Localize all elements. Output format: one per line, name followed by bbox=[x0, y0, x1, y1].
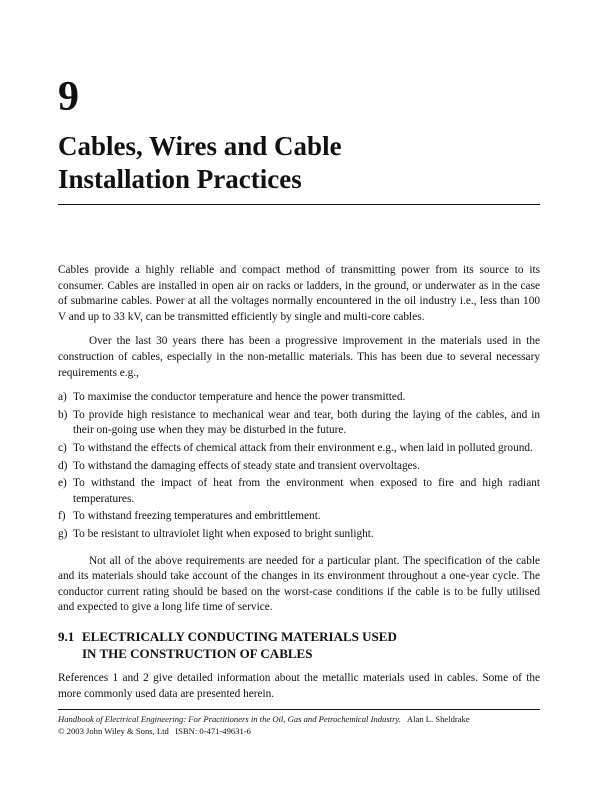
list-item bbox=[58, 527, 540, 543]
title-divider bbox=[58, 204, 540, 205]
section-title-line-1: ELECTRICALLY CONDUCTING MATERIALS USED bbox=[82, 629, 397, 644]
page-footer bbox=[58, 713, 540, 737]
list-item bbox=[58, 509, 540, 525]
footer-copyright: © 2003 John Wiley & Sons, Ltd bbox=[58, 726, 169, 736]
list-item-text: To withstand freezing temperatures and embrittlement. bbox=[73, 510, 321, 523]
section-title-line-2: IN THE CONSTRUCTION OF CABLES bbox=[82, 646, 313, 661]
chapter-body bbox=[58, 263, 540, 616]
list-item-text: To withstand the impact of heat from the environment when exposed to fire and high radiant temperatures. bbox=[73, 477, 540, 505]
list-marker: f) bbox=[58, 510, 66, 523]
list-item bbox=[58, 476, 540, 507]
list-marker: a) bbox=[58, 391, 67, 404]
section-body: References 1 and 2 give detailed information about the metallic materials used in cables. Some of the more commonly used data are presented herein. bbox=[58, 672, 540, 700]
materials-paragraph: Over the last 30 years there has been a progressive improvement in the materials used in the construction of cables, especially in the non-metallic materials. This has been due to several necessary requirements e.g., bbox=[58, 335, 540, 379]
chapter-number: 9 bbox=[58, 74, 79, 120]
requirements-list bbox=[58, 390, 540, 542]
footer-book-title: Handbook of Electrical Engineering: For Practitioners in the Oil, Gas and Petrochemical Industry. bbox=[58, 714, 401, 724]
list-item-text: To withstand the effects of chemical attack from their environment e.g., when laid in polluted ground. bbox=[73, 441, 533, 454]
list-marker: e) bbox=[58, 477, 67, 490]
list-marker: g) bbox=[58, 527, 68, 540]
list-marker: c) bbox=[58, 441, 67, 454]
list-marker: d) bbox=[58, 459, 68, 472]
list-marker: b) bbox=[58, 408, 68, 421]
chapter-title-line-2: Installation Practices bbox=[58, 164, 302, 194]
list-item-text: To maximise the conductor temperature and hence the power transmitted. bbox=[73, 391, 406, 404]
list-item bbox=[58, 441, 540, 457]
plant-requirements-paragraph: Not all of the above requirements are needed for a particular plant. The specification of the cable and its materials should take account of the changes in its environment throughout a one-year cycle. The conductor current rating should be based on the worst-case conditions if the cable is to be fully utilised and expected to give a long life time of service. bbox=[58, 554, 540, 614]
list-item-text: To provide high resistance to mechanical wear and tear, both during the laying of the cables, and in their on-going use when they may be disturbed in the future. bbox=[73, 408, 540, 437]
list-item bbox=[58, 459, 540, 475]
list-item-text: To withstand the damaging effects of steady state and transient overvoltages. bbox=[73, 459, 420, 472]
list-item bbox=[58, 408, 540, 439]
footer-divider bbox=[58, 709, 540, 710]
section-heading bbox=[58, 628, 540, 662]
footer-author: Alan L. Sheldrake bbox=[406, 714, 470, 724]
footer-isbn: ISBN: 0-471-49631-6 bbox=[175, 726, 251, 736]
list-item-text: To be resistant to ultraviolet light when exposed to bright sunlight. bbox=[73, 527, 374, 540]
list-item bbox=[58, 390, 540, 406]
chapter-title bbox=[58, 130, 538, 196]
section-number: 9.1 bbox=[58, 629, 75, 644]
intro-paragraph: Cables provide a highly reliable and compact method of transmitting power from its source to its consumer. Cables are installed in open air on racks or ladders, in the ground, or underwater as in the case of submarine cables. Power at all the voltages normally encountered in the oil industry i.e., less than 100 V and up to 33 kV, can be transmitted efficiently by single and multi-core cables. bbox=[58, 264, 540, 323]
chapter-title-line-1: Cables, Wires and Cable bbox=[58, 131, 342, 161]
